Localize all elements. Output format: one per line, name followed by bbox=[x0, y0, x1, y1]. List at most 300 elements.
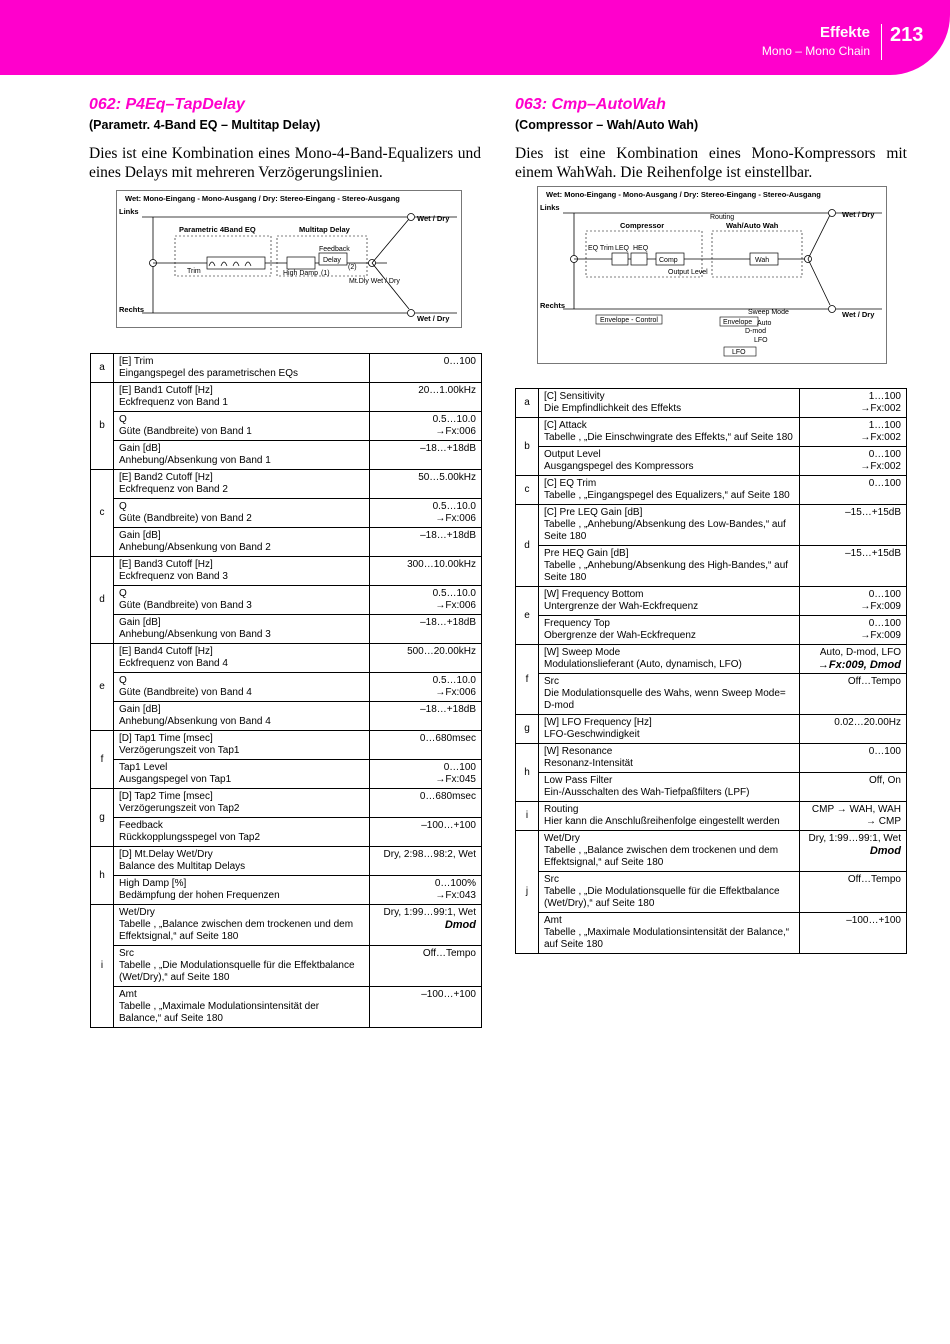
param-name: [C] EQ Trim bbox=[544, 478, 597, 489]
param-row bbox=[91, 383, 482, 412]
param-value-cell bbox=[370, 383, 482, 412]
param-name-cell bbox=[539, 418, 800, 447]
param-name-cell bbox=[539, 773, 800, 802]
param-name-cell bbox=[114, 557, 370, 586]
param-range: 0.02…20.00Hz bbox=[834, 717, 901, 728]
param-description: Anhebung/Absenkung von Band 2 bbox=[119, 542, 271, 553]
param-name-cell bbox=[539, 715, 800, 744]
tap1-marker: (1) bbox=[321, 270, 330, 277]
param-group-letter: g bbox=[516, 715, 539, 744]
param-description: Balance des Multitap Delays bbox=[119, 861, 246, 872]
wah-section-label: Wah/Auto Wah bbox=[726, 221, 779, 230]
param-row bbox=[91, 557, 482, 586]
param-name-cell bbox=[539, 674, 800, 715]
effect-description: Dies ist eine Kombination eines Mono-Kompressors mit einem WahWah. Die Reihenfolge ist einstellbar. bbox=[515, 145, 907, 181]
param-name: Src bbox=[119, 948, 134, 959]
effect-title: 063: Cmp–AutoWah bbox=[515, 96, 666, 113]
param-description: LFO-Geschwindigkeit bbox=[544, 729, 640, 740]
parameter-table-063 bbox=[515, 388, 907, 954]
param-name-cell bbox=[539, 546, 800, 587]
section-subtitle: Mono – Mono Chain bbox=[761, 44, 870, 58]
param-description: Güte (Bandbreite) von Band 3 bbox=[119, 600, 252, 611]
param-name: [W] Resonance bbox=[544, 746, 613, 757]
param-description: Tabelle , „Balance zwischen dem trockenen und dem Effektsignal,“ auf Seite 180 bbox=[119, 919, 354, 942]
param-range: –15…+15dB bbox=[845, 548, 901, 559]
param-name: [W] Sweep Mode bbox=[544, 647, 621, 658]
param-description: Ausgangspegel von Tap1 bbox=[119, 774, 232, 785]
param-description: Obergrenze der Wah-Eckfrequenz bbox=[544, 630, 696, 641]
eq-label: Parametric 4Band EQ bbox=[179, 225, 256, 234]
param-name-cell bbox=[539, 447, 800, 476]
param-name-cell bbox=[114, 412, 370, 441]
param-range: 0…100 bbox=[868, 618, 901, 629]
param-range: 0…100 bbox=[868, 449, 901, 460]
param-value-cell bbox=[800, 418, 907, 447]
param-row bbox=[91, 987, 482, 1028]
param-row bbox=[91, 528, 482, 557]
diagram-links-label: Links bbox=[119, 207, 139, 216]
param-description: Tabelle , „Eingangspegel des Equalizers,“ auf Seite 180 bbox=[544, 490, 790, 501]
param-range: 0…100 bbox=[868, 478, 901, 489]
param-description: Güte (Bandbreite) von Band 4 bbox=[119, 687, 252, 698]
param-value-cell bbox=[800, 587, 907, 616]
diagram-io-label: Wet: Mono-Eingang - Mono-Ausgang / Dry: Stereo-Eingang - Stereo-Ausgang bbox=[546, 190, 821, 199]
param-name-cell bbox=[114, 383, 370, 412]
param-name: Q bbox=[119, 675, 127, 686]
param-range: –18…+18dB bbox=[420, 530, 476, 541]
effect-title: 062: P4Eq–TapDelay bbox=[89, 96, 245, 113]
param-name-cell bbox=[539, 872, 800, 913]
param-description: Güte (Bandbreite) von Band 1 bbox=[119, 426, 252, 437]
param-value-cell bbox=[800, 872, 907, 913]
param-modulation: →Fx:009, Dmod bbox=[817, 659, 901, 671]
param-description: Eckfrequenz von Band 4 bbox=[119, 658, 228, 669]
param-description: Modulationslieferant (Auto, dynamisch, LFO) bbox=[544, 659, 742, 670]
param-row bbox=[91, 412, 482, 441]
param-range: 1…100 bbox=[868, 391, 901, 402]
param-value-cell bbox=[800, 645, 907, 674]
param-name: [D] Tap1 Time [msec] bbox=[119, 733, 213, 744]
param-value-cell bbox=[370, 818, 482, 847]
param-value-cell bbox=[370, 499, 482, 528]
param-range: 0.5…10.0 bbox=[432, 501, 476, 512]
routing-label: Routing bbox=[710, 214, 735, 221]
param-description: Tabelle , „Anhebung/Absenkung des High-Bandes,“ auf Seite 180 bbox=[544, 560, 789, 583]
param-row bbox=[516, 447, 907, 476]
param-name-cell bbox=[114, 470, 370, 499]
param-name: Gain [dB] bbox=[119, 443, 161, 454]
param-value-cell bbox=[800, 616, 907, 645]
param-row bbox=[91, 876, 482, 905]
comp-box-label: Comp bbox=[659, 257, 678, 264]
section-title: Effekte bbox=[819, 24, 870, 41]
param-row bbox=[91, 499, 482, 528]
param-range: –18…+18dB bbox=[420, 704, 476, 715]
param-name: Frequency Top bbox=[544, 618, 610, 629]
eq-trim-label: EQ Trim bbox=[588, 245, 614, 252]
param-row bbox=[91, 731, 482, 760]
param-row bbox=[516, 389, 907, 418]
param-description: Tabelle , „Maximale Modulationsintensität der Balance,“ auf Seite 180 bbox=[544, 927, 790, 950]
param-range: 20…1.00kHz bbox=[418, 385, 476, 396]
param-group-letter: h bbox=[516, 744, 539, 802]
param-value-cell bbox=[370, 905, 482, 946]
param-name-cell bbox=[114, 702, 370, 731]
param-row bbox=[516, 645, 907, 674]
wah-box-label: Wah bbox=[755, 257, 770, 264]
param-group-letter: i bbox=[91, 905, 114, 1028]
leq-label: LEQ bbox=[615, 245, 630, 252]
param-value-cell bbox=[370, 946, 482, 987]
param-description: Verzögerungszeit von Tap2 bbox=[119, 803, 240, 814]
param-value-cell bbox=[800, 476, 907, 505]
envelope-label: Envelope bbox=[723, 319, 753, 326]
param-range: –15…+15dB bbox=[845, 507, 901, 518]
param-value-cell bbox=[800, 715, 907, 744]
param-description: Tabelle , „Anhebung/Absenkung des Low-Bandes,“ auf Seite 180 bbox=[544, 519, 786, 542]
wetdry-top-label: Wet / Dry bbox=[417, 214, 450, 223]
wetdry-bottom-label: Wet / Dry bbox=[417, 314, 450, 323]
param-range: Off…Tempo bbox=[847, 676, 901, 687]
param-range: 1…100 bbox=[868, 420, 901, 431]
page-header bbox=[0, 0, 950, 75]
effect-subtitle: (Compressor – Wah/Auto Wah) bbox=[515, 118, 699, 132]
param-name-cell bbox=[114, 905, 370, 946]
param-row bbox=[91, 702, 482, 731]
param-range: Off…Tempo bbox=[422, 948, 476, 959]
param-name-cell bbox=[539, 744, 800, 773]
param-value-cell bbox=[370, 470, 482, 499]
param-range: 0…680msec bbox=[419, 791, 476, 802]
param-name-cell bbox=[539, 831, 800, 872]
param-group-letter: f bbox=[516, 645, 539, 715]
param-value-cell bbox=[370, 847, 482, 876]
param-range: –18…+18dB bbox=[420, 617, 476, 628]
param-name: Amt bbox=[544, 915, 562, 926]
auto-label: Auto bbox=[757, 320, 772, 327]
param-value-cell bbox=[370, 354, 482, 383]
param-value-cell bbox=[800, 674, 907, 715]
param-group-letter: d bbox=[91, 557, 114, 644]
param-name-cell bbox=[114, 354, 370, 383]
param-name-cell bbox=[114, 987, 370, 1028]
block-diagram-063 bbox=[537, 186, 887, 364]
param-value-cell bbox=[370, 760, 482, 789]
param-modulation: →Fx:002 bbox=[860, 403, 901, 414]
param-name: [D] Mt.Delay Wet/Dry bbox=[119, 849, 213, 860]
param-row bbox=[91, 586, 482, 615]
param-description: Tabelle , „Die Modulationsquelle für die Effektbalance (Wet/Dry),“ auf Seite 180 bbox=[544, 886, 780, 909]
param-modulation: Dmod bbox=[444, 919, 476, 931]
param-name-cell bbox=[114, 528, 370, 557]
param-range: Off, On bbox=[868, 775, 901, 786]
param-row bbox=[91, 789, 482, 818]
param-description: Anhebung/Absenkung von Band 3 bbox=[119, 629, 271, 640]
param-description: Ausgangspegel des Kompressors bbox=[544, 461, 694, 472]
param-modulation: →Fx:006 bbox=[435, 687, 476, 698]
param-modulation: →Fx:043 bbox=[435, 890, 476, 901]
param-group-letter: a bbox=[516, 389, 539, 418]
param-modulation: Dmod bbox=[869, 845, 901, 857]
param-row bbox=[91, 818, 482, 847]
param-value-cell bbox=[800, 773, 907, 802]
block-diagram-062 bbox=[116, 190, 462, 328]
param-range: 0…100 bbox=[868, 589, 901, 600]
param-value-cell bbox=[800, 802, 907, 831]
param-value-cell bbox=[370, 987, 482, 1028]
effect-description: Dies ist eine Kombination eines Mono-4-Band-Equalizers und eines Delays mit mehreren Verzögerungslinien. bbox=[89, 145, 481, 181]
param-description: Die Empfindlichkeit des Effekts bbox=[544, 403, 682, 414]
param-range: Auto, D-mod, LFO bbox=[819, 647, 901, 658]
param-range: –100…+100 bbox=[421, 820, 476, 831]
parameter-table-062 bbox=[90, 353, 482, 1028]
param-description: Rückkopplungsspegel von Tap2 bbox=[119, 832, 261, 843]
param-name-cell bbox=[114, 847, 370, 876]
param-row bbox=[91, 760, 482, 789]
param-value-cell bbox=[370, 557, 482, 586]
param-description: Anhebung/Absenkung von Band 4 bbox=[119, 716, 271, 727]
param-range: 0.5…10.0 bbox=[432, 588, 476, 599]
param-value-cell bbox=[370, 702, 482, 731]
param-name-cell bbox=[114, 760, 370, 789]
param-value-cell bbox=[370, 412, 482, 441]
envelope-control-label: Envelope - Control bbox=[600, 317, 658, 324]
param-row bbox=[516, 744, 907, 773]
param-row bbox=[91, 354, 482, 383]
param-range: Dry, 2:98…98:2, Wet bbox=[383, 849, 476, 860]
param-name: Pre HEQ Gain [dB] bbox=[544, 548, 629, 559]
param-range: 0…680msec bbox=[419, 733, 476, 744]
param-name-cell bbox=[114, 499, 370, 528]
param-description: Tabelle , „Die Einschwingrate des Effekts,“ auf Seite 180 bbox=[544, 432, 793, 443]
param-range: CMP → WAH, WAH → CMP bbox=[811, 804, 901, 827]
high-damp-label: High Damp bbox=[283, 270, 319, 277]
param-value-cell bbox=[370, 528, 482, 557]
param-description: Güte (Bandbreite) von Band 2 bbox=[119, 513, 252, 524]
param-range: 50…5.00kHz bbox=[418, 472, 476, 483]
param-range: –18…+18dB bbox=[420, 443, 476, 454]
param-name-cell bbox=[539, 645, 800, 674]
param-name-cell bbox=[114, 441, 370, 470]
param-modulation: →Fx:002 bbox=[860, 432, 901, 443]
param-row bbox=[516, 715, 907, 744]
param-value-cell bbox=[800, 744, 907, 773]
param-value-cell bbox=[370, 644, 482, 673]
param-name: Feedback bbox=[119, 820, 163, 831]
param-row bbox=[516, 913, 907, 954]
param-row bbox=[91, 441, 482, 470]
param-name: [E] Trim bbox=[119, 356, 154, 367]
param-name: [E] Band2 Cutoff [Hz] bbox=[119, 472, 213, 483]
param-value-cell bbox=[800, 389, 907, 418]
param-name: [W] LFO Frequency [Hz] bbox=[544, 717, 652, 728]
param-description: Eingangspegel des parametrischen EQs bbox=[119, 368, 298, 379]
lfo-box-label: LFO bbox=[732, 349, 746, 356]
param-row bbox=[516, 476, 907, 505]
param-value-cell bbox=[800, 447, 907, 476]
param-row bbox=[91, 644, 482, 673]
param-group-letter: j bbox=[516, 831, 539, 954]
param-name: Src bbox=[544, 874, 559, 885]
param-name-cell bbox=[539, 505, 800, 546]
param-description: Hier kann die Anschlußreihenfolge eingestellt werden bbox=[544, 816, 780, 827]
lfo-label: LFO bbox=[754, 337, 768, 344]
param-range: 300…10.00kHz bbox=[407, 559, 476, 570]
wetdry-top-label: Wet / Dry bbox=[842, 210, 875, 219]
mtdly-label: Mt.Dly Wet / Dry bbox=[349, 278, 400, 285]
param-description: Eckfrequenz von Band 2 bbox=[119, 484, 228, 495]
param-name-cell bbox=[114, 876, 370, 905]
param-value-cell bbox=[370, 731, 482, 760]
param-group-letter: d bbox=[516, 505, 539, 587]
param-value-cell bbox=[800, 831, 907, 872]
param-name-cell bbox=[114, 673, 370, 702]
param-row bbox=[516, 587, 907, 616]
param-row bbox=[516, 773, 907, 802]
param-group-letter: c bbox=[516, 476, 539, 505]
feedback-label: Feedback bbox=[319, 246, 350, 253]
param-range: –100…+100 bbox=[421, 989, 476, 1000]
param-modulation: →Fx:045 bbox=[435, 774, 476, 785]
param-description: Tabelle , „Maximale Modulationsintensität der Balance,“ auf Seite 180 bbox=[119, 1001, 320, 1024]
param-row bbox=[91, 673, 482, 702]
param-name-cell bbox=[539, 587, 800, 616]
param-group-letter: i bbox=[516, 802, 539, 831]
effect-063 bbox=[515, 96, 907, 182]
param-row bbox=[91, 847, 482, 876]
param-row bbox=[516, 546, 907, 587]
param-name: [C] Pre LEQ Gain [dB] bbox=[544, 507, 643, 518]
diagram-io-label: Wet: Mono-Eingang - Mono-Ausgang / Dry: Stereo-Eingang - Stereo-Ausgang bbox=[125, 194, 400, 203]
param-name: Q bbox=[119, 501, 127, 512]
param-group-letter: b bbox=[516, 418, 539, 476]
dmod-label: D-mod bbox=[745, 328, 767, 335]
param-modulation: →Fx:006 bbox=[435, 426, 476, 437]
param-name-cell bbox=[539, 389, 800, 418]
param-name-cell bbox=[539, 913, 800, 954]
param-range: Dry, 1:99…99:1, Wet bbox=[383, 907, 476, 918]
param-row bbox=[516, 505, 907, 546]
param-group-letter: e bbox=[91, 644, 114, 731]
effect-062 bbox=[89, 96, 481, 182]
param-modulation: →Fx:009 bbox=[860, 630, 901, 641]
param-row bbox=[516, 872, 907, 913]
param-range: 0…100 bbox=[868, 746, 901, 757]
param-description: Ein-/Ausschalten des Wah-Tiefpaßfilters (LPF) bbox=[544, 787, 750, 798]
param-name: Wet/Dry bbox=[119, 907, 155, 918]
param-range: 0…100 bbox=[443, 356, 476, 367]
delay-box-label: Delay bbox=[323, 257, 341, 264]
param-value-cell bbox=[800, 913, 907, 954]
param-name: Gain [dB] bbox=[119, 617, 161, 628]
param-row bbox=[516, 831, 907, 872]
wetdry-bottom-label: Wet / Dry bbox=[842, 310, 875, 319]
param-group-letter: g bbox=[91, 789, 114, 847]
param-name-cell bbox=[114, 615, 370, 644]
param-modulation: →Fx:009 bbox=[860, 601, 901, 612]
param-range: 0…100% bbox=[434, 878, 476, 889]
heq-label: HEQ bbox=[633, 245, 649, 252]
param-name-cell bbox=[114, 731, 370, 760]
param-range: –100…+100 bbox=[846, 915, 901, 926]
param-group-letter: c bbox=[91, 470, 114, 557]
param-name-cell bbox=[539, 802, 800, 831]
param-range: 0.5…10.0 bbox=[432, 675, 476, 686]
param-description: Die Modulationsquelle des Wahs, wenn Sweep Mode= D-mod bbox=[544, 688, 786, 711]
param-name: Amt bbox=[119, 989, 137, 1000]
compressor-label: Compressor bbox=[620, 221, 665, 230]
param-value-cell bbox=[800, 546, 907, 587]
param-group-letter: h bbox=[91, 847, 114, 905]
trim-label: Trim bbox=[187, 268, 201, 275]
param-group-letter: a bbox=[91, 354, 114, 383]
param-name: [E] Band3 Cutoff [Hz] bbox=[119, 559, 213, 570]
param-row bbox=[516, 802, 907, 831]
param-row bbox=[91, 946, 482, 987]
param-value-cell bbox=[370, 876, 482, 905]
param-name: Wet/Dry bbox=[544, 833, 580, 844]
param-name: [D] Tap2 Time [msec] bbox=[119, 791, 213, 802]
param-description: Untergrenze der Wah-Eckfrequenz bbox=[544, 601, 699, 612]
param-range: 500…20.00kHz bbox=[407, 646, 476, 657]
param-name: [E] Band4 Cutoff [Hz] bbox=[119, 646, 213, 657]
param-modulation: →Fx:006 bbox=[435, 600, 476, 611]
effect-subtitle: (Parametr. 4-Band EQ – Multitap Delay) bbox=[89, 118, 321, 132]
output-level-label: Output Level bbox=[668, 269, 708, 276]
param-name: Routing bbox=[544, 804, 579, 815]
param-range: 0…100 bbox=[443, 762, 476, 773]
param-name: [W] Frequency Bottom bbox=[544, 589, 644, 600]
param-row bbox=[91, 470, 482, 499]
param-value-cell bbox=[370, 441, 482, 470]
header-divider bbox=[881, 24, 882, 60]
param-name-cell bbox=[114, 586, 370, 615]
param-name-cell bbox=[114, 946, 370, 987]
param-value-cell bbox=[370, 586, 482, 615]
param-name-cell bbox=[114, 818, 370, 847]
param-name-cell bbox=[114, 644, 370, 673]
param-range: 0.5…10.0 bbox=[432, 414, 476, 425]
param-name: Output Level bbox=[544, 449, 601, 460]
sweep-mode-label: Sweep Mode bbox=[748, 309, 789, 316]
param-description: Tabelle , „Balance zwischen dem trockenen und dem Effektsignal,“ auf Seite 180 bbox=[544, 845, 779, 868]
param-description: Bedämpfung der hohen Frequenzen bbox=[119, 890, 280, 901]
param-value-cell bbox=[370, 673, 482, 702]
param-row bbox=[516, 418, 907, 447]
param-name: [C] Attack bbox=[544, 420, 587, 431]
param-name: Low Pass Filter bbox=[544, 775, 613, 786]
param-row bbox=[516, 674, 907, 715]
param-description: Verzögerungszeit von Tap1 bbox=[119, 745, 240, 756]
param-name: Q bbox=[119, 414, 127, 425]
param-range: Off…Tempo bbox=[847, 874, 901, 885]
tap2-marker: (2) bbox=[348, 264, 357, 271]
param-name: [E] Band1 Cutoff [Hz] bbox=[119, 385, 213, 396]
param-group-letter: e bbox=[516, 587, 539, 645]
param-description: Eckfrequenz von Band 3 bbox=[119, 571, 228, 582]
param-range: Dry, 1:99…99:1, Wet bbox=[808, 833, 901, 844]
param-description: Anhebung/Absenkung von Band 1 bbox=[119, 455, 271, 466]
param-name-cell bbox=[114, 789, 370, 818]
diagram-rechts-label: Rechts bbox=[119, 305, 145, 314]
param-description: Tabelle , „Die Modulationsquelle für die Effektbalance (Wet/Dry),“ auf Seite 180 bbox=[119, 960, 355, 983]
param-value-cell bbox=[800, 505, 907, 546]
param-description: Resonanz-Intensität bbox=[544, 758, 633, 769]
param-name: Gain [dB] bbox=[119, 530, 161, 541]
param-modulation: →Fx:002 bbox=[860, 461, 901, 472]
param-name: Src bbox=[544, 676, 559, 687]
param-row bbox=[516, 616, 907, 645]
